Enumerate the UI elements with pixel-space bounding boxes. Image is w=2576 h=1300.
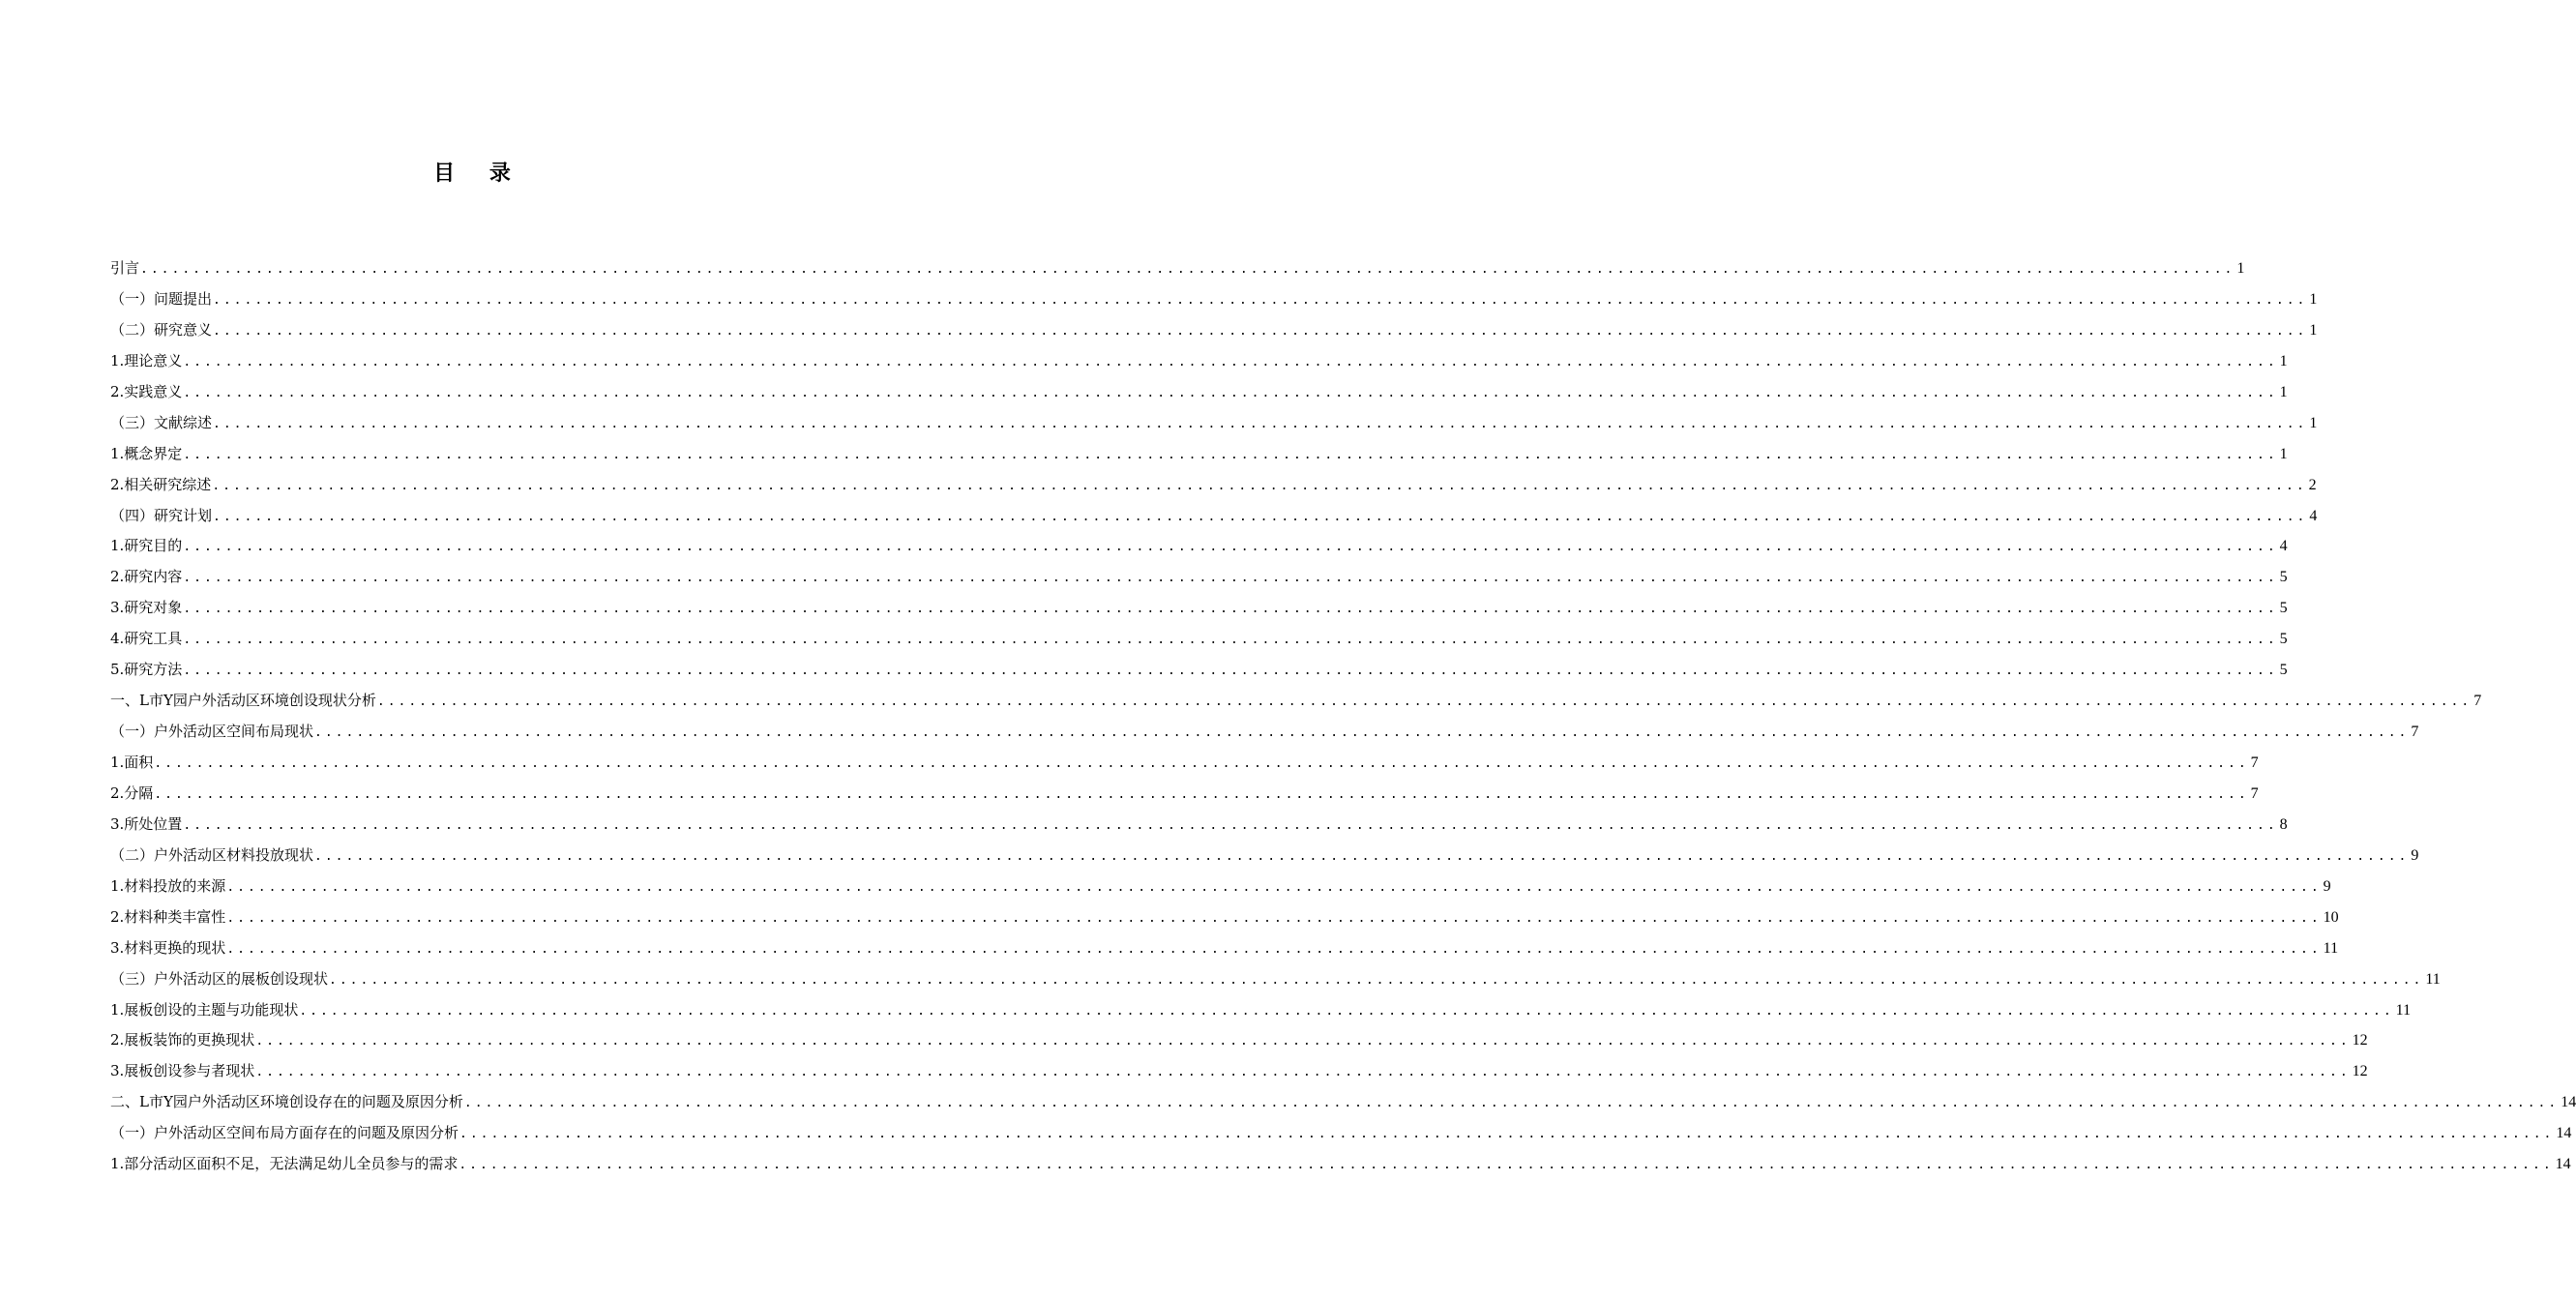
toc-entry-page-number: 14	[2556, 1125, 2572, 1142]
toc-entry-page-number: 4	[2279, 538, 2288, 555]
toc-entry[interactable]	[110, 593, 2288, 624]
toc-entry[interactable]	[110, 841, 2419, 872]
toc-entry-title: 2.实践意义	[110, 382, 183, 400]
toc-entry-page-number: 11	[2425, 970, 2441, 988]
toc-entry-page-number: 2	[2308, 476, 2317, 493]
toc-entry[interactable]	[110, 686, 2482, 717]
toc-dot-leader: ........................................................................................................................................................................................................	[329, 972, 2424, 988]
toc-dot-leader: ........................................................................................................................................................................................................	[213, 323, 2308, 339]
toc-dot-leader: ........................................................................................................................................................................................................	[213, 292, 2308, 308]
toc-dot-leader: ........................................................................................................................................................................................................	[183, 385, 2278, 400]
toc-dot-leader: ........................................................................................................................................................................................................	[255, 1065, 2351, 1080]
toc-entry-title: 3.所处位置	[110, 814, 183, 833]
page-title: 目 录	[433, 162, 524, 186]
toc-entry[interactable]	[110, 624, 2288, 655]
toc-dot-leader: ........................................................................................................................................................................................................	[183, 633, 2278, 648]
toc-entry[interactable]	[110, 1087, 2576, 1118]
toc-dot-leader: ........................................................................................................................................................................................................	[226, 941, 2322, 957]
toc-entry-page-number: 7	[2250, 754, 2259, 771]
toc-entry[interactable]	[110, 315, 2318, 346]
toc-dot-leader: ........................................................................................................................................................................................................	[459, 1127, 2555, 1142]
toc-dot-leader: ........................................................................................................................................................................................................	[154, 786, 2249, 802]
toc-entry[interactable]	[110, 470, 2317, 501]
toc-dot-leader: ........................................................................................................................................................................................................	[226, 910, 2322, 926]
toc-dot-leader: ........................................................................................................................................................................................................	[255, 1034, 2351, 1049]
toc-entry-page-number: 5	[2279, 600, 2288, 617]
toc-entry[interactable]	[110, 655, 2288, 686]
toc-entry[interactable]	[110, 253, 2245, 284]
toc-dot-leader: ........................................................................................................................................................................................................	[213, 416, 2308, 431]
toc-entry-page-number: 5	[2279, 662, 2288, 679]
toc-entry[interactable]	[110, 1056, 2368, 1087]
toc-dot-leader: ........................................................................................................................................................................................................	[183, 602, 2278, 617]
toc-dot-leader: ........................................................................................................................................................................................................	[212, 478, 2307, 493]
toc-entry-title: 1.研究目的	[110, 537, 183, 555]
toc-entry-title: 3.研究对象	[110, 599, 183, 617]
toc-entry-title: 引言	[110, 259, 140, 277]
toc-entry-page-number: 11	[2323, 939, 2339, 957]
toc-entry-page-number: 12	[2352, 1032, 2368, 1049]
toc-entry-title: （二）户外活动区材料投放现状	[110, 845, 314, 864]
toc-entry-page-number: 14	[2561, 1094, 2576, 1111]
toc-dot-leader: ........................................................................................................................................................................................................	[314, 848, 2410, 864]
toc-entry-page-number: 1	[2236, 260, 2245, 277]
toc-entry-title: （三）文献综述	[110, 413, 213, 431]
toc-entry-title: 1.部分活动区面积不足，无法满足幼儿全员参与的需求	[110, 1155, 459, 1173]
toc-entry[interactable]	[110, 531, 2288, 562]
toc-dot-leader: ........................................................................................................................................................................................................	[314, 725, 2410, 741]
toc-entry-page-number: 11	[2395, 1001, 2412, 1019]
toc-entry[interactable]	[110, 810, 2288, 841]
toc-entry-title: 2.相关研究综述	[110, 475, 212, 493]
toc-entry-page-number: 1	[2279, 352, 2288, 369]
toc-entry-title: 3.材料更换的现状	[110, 938, 226, 957]
toc-entry[interactable]	[110, 501, 2318, 532]
toc-dot-leader: ........................................................................................................................................................................................................	[183, 447, 2278, 462]
toc-dot-leader: ........................................................................................................................................................................................................	[154, 756, 2249, 771]
toc-entry-page-number: 14	[2555, 1156, 2571, 1173]
toc-dot-leader: ........................................................................................................................................................................................................	[183, 817, 2278, 833]
toc-entry-title: （三）户外活动区的展板创设现状	[110, 969, 329, 988]
toc-entry[interactable]	[110, 1025, 2368, 1056]
toc-entry-title: 2.材料种类丰富性	[110, 907, 226, 926]
toc-entry-title: 1.理论意义	[110, 351, 183, 369]
toc-entry-page-number: 10	[2323, 908, 2339, 926]
toc-entry[interactable]	[110, 346, 2288, 377]
toc-entry[interactable]	[110, 902, 2339, 933]
toc-entry[interactable]	[110, 1118, 2572, 1149]
toc-dot-leader: ........................................................................................................................................................................................................	[183, 571, 2278, 586]
toc-entry-page-number: 5	[2279, 569, 2288, 586]
toc-dot-leader: ........................................................................................................................................................................................................	[183, 540, 2278, 555]
toc-entry-page-number: 1	[2279, 383, 2288, 400]
toc-entry-title: 5.研究方法	[110, 661, 183, 679]
toc-entry-title: 1.概念界定	[110, 444, 183, 462]
toc-entry-title: 2.分隔	[110, 783, 154, 802]
toc-entry-title: 2.展板装饰的更换现状	[110, 1031, 255, 1049]
toc-dot-leader: ........................................................................................................................................................................................................	[183, 354, 2278, 369]
toc-entry-title: （一）户外活动区空间布局方面存在的问题及原因分析	[110, 1124, 459, 1142]
toc-dot-leader: ........................................................................................................................................................................................................	[183, 664, 2278, 679]
toc-entry-page-number: 12	[2352, 1063, 2368, 1080]
toc-entry[interactable]	[110, 408, 2318, 439]
toc-entry-page-number: 9	[2323, 877, 2331, 895]
toc-entry-title: 4.研究工具	[110, 630, 183, 648]
toc-entry-page-number: 5	[2279, 631, 2288, 648]
toc-entry-page-number: 1	[2309, 321, 2318, 339]
toc-entry[interactable]	[110, 933, 2339, 964]
toc-entry-title: 二、L市Y园户外活动区环境创设存在的问题及原因分析	[110, 1093, 463, 1111]
toc-entry-page-number: 8	[2279, 815, 2288, 833]
toc-entry-page-number: 7	[2250, 784, 2259, 802]
toc-entry[interactable]	[110, 779, 2259, 810]
table-of-contents	[110, 253, 2576, 1180]
toc-entry[interactable]	[110, 439, 2288, 470]
toc-entry[interactable]	[110, 562, 2288, 593]
toc-entry-title: （一）户外活动区空间布局现状	[110, 723, 314, 741]
toc-entry-title: 一、L市Y园户外活动区环境创设现状分析	[110, 692, 376, 710]
toc-entry-title: 1.材料投放的来源	[110, 876, 226, 895]
toc-entry-page-number: 7	[2411, 724, 2419, 741]
toc-entry-page-number: 1	[2309, 414, 2318, 431]
toc-entry-title: （二）研究意义	[110, 320, 213, 339]
toc-entry-page-number: 1	[2309, 290, 2318, 308]
toc-entry-title: （一）问题提出	[110, 289, 213, 308]
toc-entry-title: 1.面积	[110, 753, 154, 771]
toc-entry[interactable]	[110, 872, 2331, 902]
toc-entry-page-number: 9	[2411, 846, 2419, 864]
toc-dot-leader: ........................................................................................................................................................................................................	[299, 1003, 2394, 1019]
toc-entry-page-number: 1	[2279, 445, 2288, 462]
toc-dot-leader: ........................................................................................................................................................................................................	[140, 262, 2235, 277]
toc-dot-leader: ........................................................................................................................................................................................................	[376, 694, 2472, 710]
toc-entry[interactable]	[110, 995, 2412, 1026]
toc-entry[interactable]	[110, 748, 2259, 779]
toc-dot-leader: ........................................................................................................................................................................................................	[463, 1096, 2560, 1111]
toc-entry[interactable]	[110, 964, 2441, 995]
toc-entry-title: 1.展板创设的主题与功能现状	[110, 1000, 299, 1019]
toc-entry-page-number: 7	[2473, 693, 2482, 710]
toc-entry[interactable]	[110, 717, 2419, 748]
toc-entry-page-number: 4	[2309, 507, 2318, 524]
toc-entry[interactable]	[110, 377, 2288, 408]
toc-entry[interactable]	[110, 284, 2318, 315]
toc-dot-leader: ........................................................................................................................................................................................................	[226, 879, 2322, 895]
toc-entry-title: （四）研究计划	[110, 506, 213, 524]
toc-entry-title: 3.展板创设参与者现状	[110, 1062, 255, 1080]
toc-entry-title: 2.研究内容	[110, 568, 183, 586]
toc-dot-leader: ........................................................................................................................................................................................................	[213, 509, 2308, 524]
toc-entry[interactable]	[110, 1149, 2571, 1180]
toc-dot-leader: ........................................................................................................................................................................................................	[459, 1158, 2554, 1173]
